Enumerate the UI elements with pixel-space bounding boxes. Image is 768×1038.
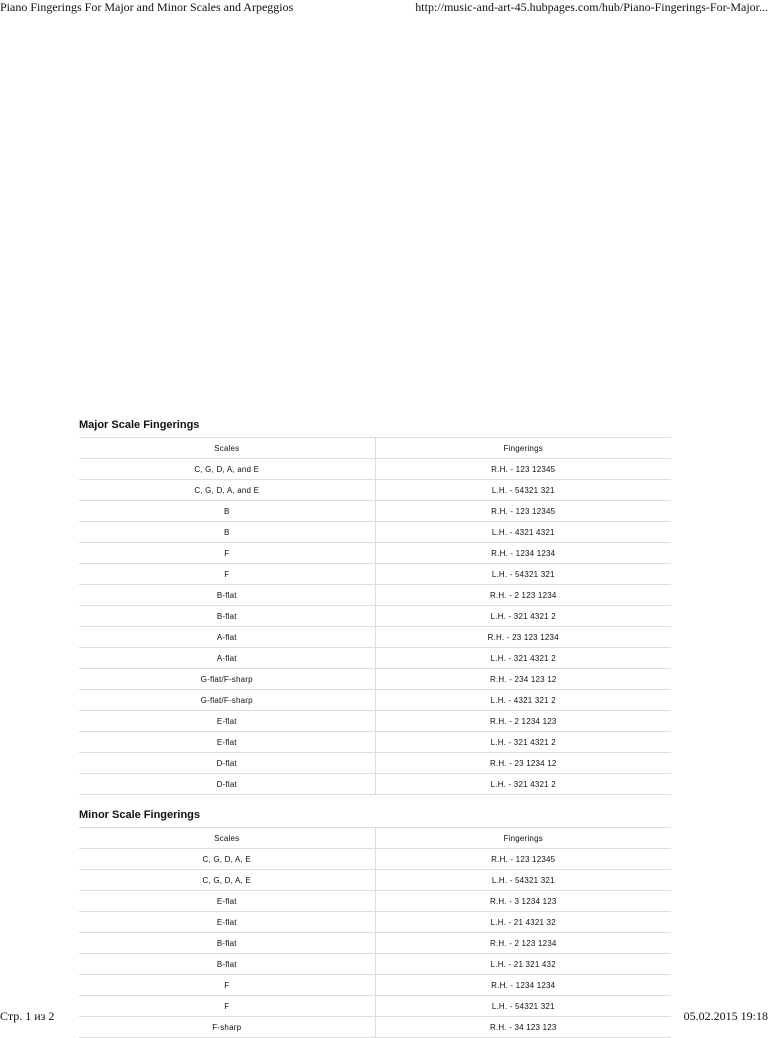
document-content (79, 415, 671, 1038)
scale-cell: A-flat (79, 648, 375, 669)
table-header-row (79, 828, 671, 849)
scale-cell: C, G, D, A, E (79, 870, 375, 891)
fingering-cell: R.H. - 23 1234 12 (375, 753, 671, 774)
column-header-fingerings: Fingerings (375, 438, 671, 459)
fingering-cell: L.H. - 321 4321 2 (375, 648, 671, 669)
fingering-cell: R.H. - 2 123 1234 (375, 585, 671, 606)
scale-cell: B (79, 522, 375, 543)
minor-scale-title: Minor Scale Fingerings (79, 809, 201, 821)
table-header-row (79, 438, 671, 459)
column-header-scales: Scales (79, 438, 375, 459)
table-row (79, 954, 671, 975)
table-row (79, 585, 671, 606)
fingering-cell: L.H. - 54321 321 (375, 870, 671, 891)
fingering-cell: L.H. - 21 321 432 (375, 954, 671, 975)
scale-cell: C, G, D, A, and E (79, 480, 375, 501)
fingering-cell: L.H. - 21 4321 32 (375, 912, 671, 933)
table-row (79, 912, 671, 933)
table-row (79, 1017, 671, 1038)
fingering-cell: L.H. - 54321 321 (375, 996, 671, 1017)
table-row (79, 870, 671, 891)
table-row (79, 648, 671, 669)
fingering-cell: L.H. - 321 4321 2 (375, 774, 671, 795)
fingering-cell: R.H. - 1234 1234 (375, 543, 671, 564)
scale-cell: B-flat (79, 954, 375, 975)
minor-scale-rows (79, 849, 671, 1038)
table-row (79, 501, 671, 522)
fingering-cell: R.H. - 123 12345 (375, 459, 671, 480)
scale-cell: A-flat (79, 627, 375, 648)
table-row (79, 459, 671, 480)
scale-cell: C, G, D, A, E (79, 849, 375, 870)
scale-cell: F-sharp (79, 1017, 375, 1038)
fingering-cell: R.H. - 2 123 1234 (375, 933, 671, 954)
table-row (79, 753, 671, 774)
scale-cell: E-flat (79, 711, 375, 732)
table-row (79, 543, 671, 564)
scale-cell: E-flat (79, 912, 375, 933)
major-scale-title: Major Scale Fingerings (79, 419, 200, 431)
print-footer-page: Стр. 1 из 2 (0, 1009, 55, 1023)
scale-cell: B-flat (79, 585, 375, 606)
table-row (79, 669, 671, 690)
scale-cell: G-flat/F-sharp (79, 669, 375, 690)
table-row (79, 606, 671, 627)
scale-cell: D-flat (79, 774, 375, 795)
fingering-cell: L.H. - 54321 321 (375, 564, 671, 585)
scale-cell: E-flat (79, 732, 375, 753)
fingering-cell: R.H. - 123 12345 (375, 849, 671, 870)
major-scale-rows (79, 459, 671, 795)
fingering-cell: R.H. - 34 123 123 (375, 1017, 671, 1038)
table-row (79, 996, 671, 1017)
fingering-cell: L.H. - 4321 4321 (375, 522, 671, 543)
fingering-cell: L.H. - 321 4321 2 (375, 606, 671, 627)
table-row (79, 627, 671, 648)
fingering-cell: L.H. - 321 4321 2 (375, 732, 671, 753)
print-footer-datetime: 05.02.2015 19:18 (683, 1009, 768, 1023)
major-scale-table (79, 437, 671, 795)
scale-cell: F (79, 975, 375, 996)
table-row (79, 891, 671, 912)
table-row (79, 849, 671, 870)
column-header-fingerings: Fingerings (375, 828, 671, 849)
fingering-cell: R.H. - 3 1234 123 (375, 891, 671, 912)
fingering-cell: R.H. - 1234 1234 (375, 975, 671, 996)
scale-cell: C, G, D, A, and E (79, 459, 375, 480)
print-header-title: Piano Fingerings For Major and Minor Scales and Arpeggios (0, 0, 294, 14)
table-row (79, 690, 671, 711)
fingering-cell: R.H. - 234 123 12 (375, 669, 671, 690)
table-row (79, 564, 671, 585)
fingering-cell: R.H. - 2 1234 123 (375, 711, 671, 732)
scale-cell: B-flat (79, 933, 375, 954)
column-header-scales: Scales (79, 828, 375, 849)
scale-cell: D-flat (79, 753, 375, 774)
fingering-cell: L.H. - 4321 321 2 (375, 690, 671, 711)
scale-cell: F (79, 564, 375, 585)
table-row (79, 522, 671, 543)
scale-cell: E-flat (79, 891, 375, 912)
table-row (79, 933, 671, 954)
scale-cell: F (79, 543, 375, 564)
table-row (79, 975, 671, 996)
fingering-cell: R.H. - 23 123 1234 (375, 627, 671, 648)
table-row (79, 732, 671, 753)
scale-cell: B (79, 501, 375, 522)
table-row (79, 774, 671, 795)
print-header-url: http://music-and-art-45.hubpages.com/hub/Piano-Fingerings-For-Major... (415, 0, 768, 14)
table-row (79, 711, 671, 732)
scale-cell: F (79, 996, 375, 1017)
scale-cell: B-flat (79, 606, 375, 627)
minor-scale-table (79, 827, 671, 1038)
scale-cell: G-flat/F-sharp (79, 690, 375, 711)
table-row (79, 480, 671, 501)
fingering-cell: L.H. - 54321 321 (375, 480, 671, 501)
fingering-cell: R.H. - 123 12345 (375, 501, 671, 522)
